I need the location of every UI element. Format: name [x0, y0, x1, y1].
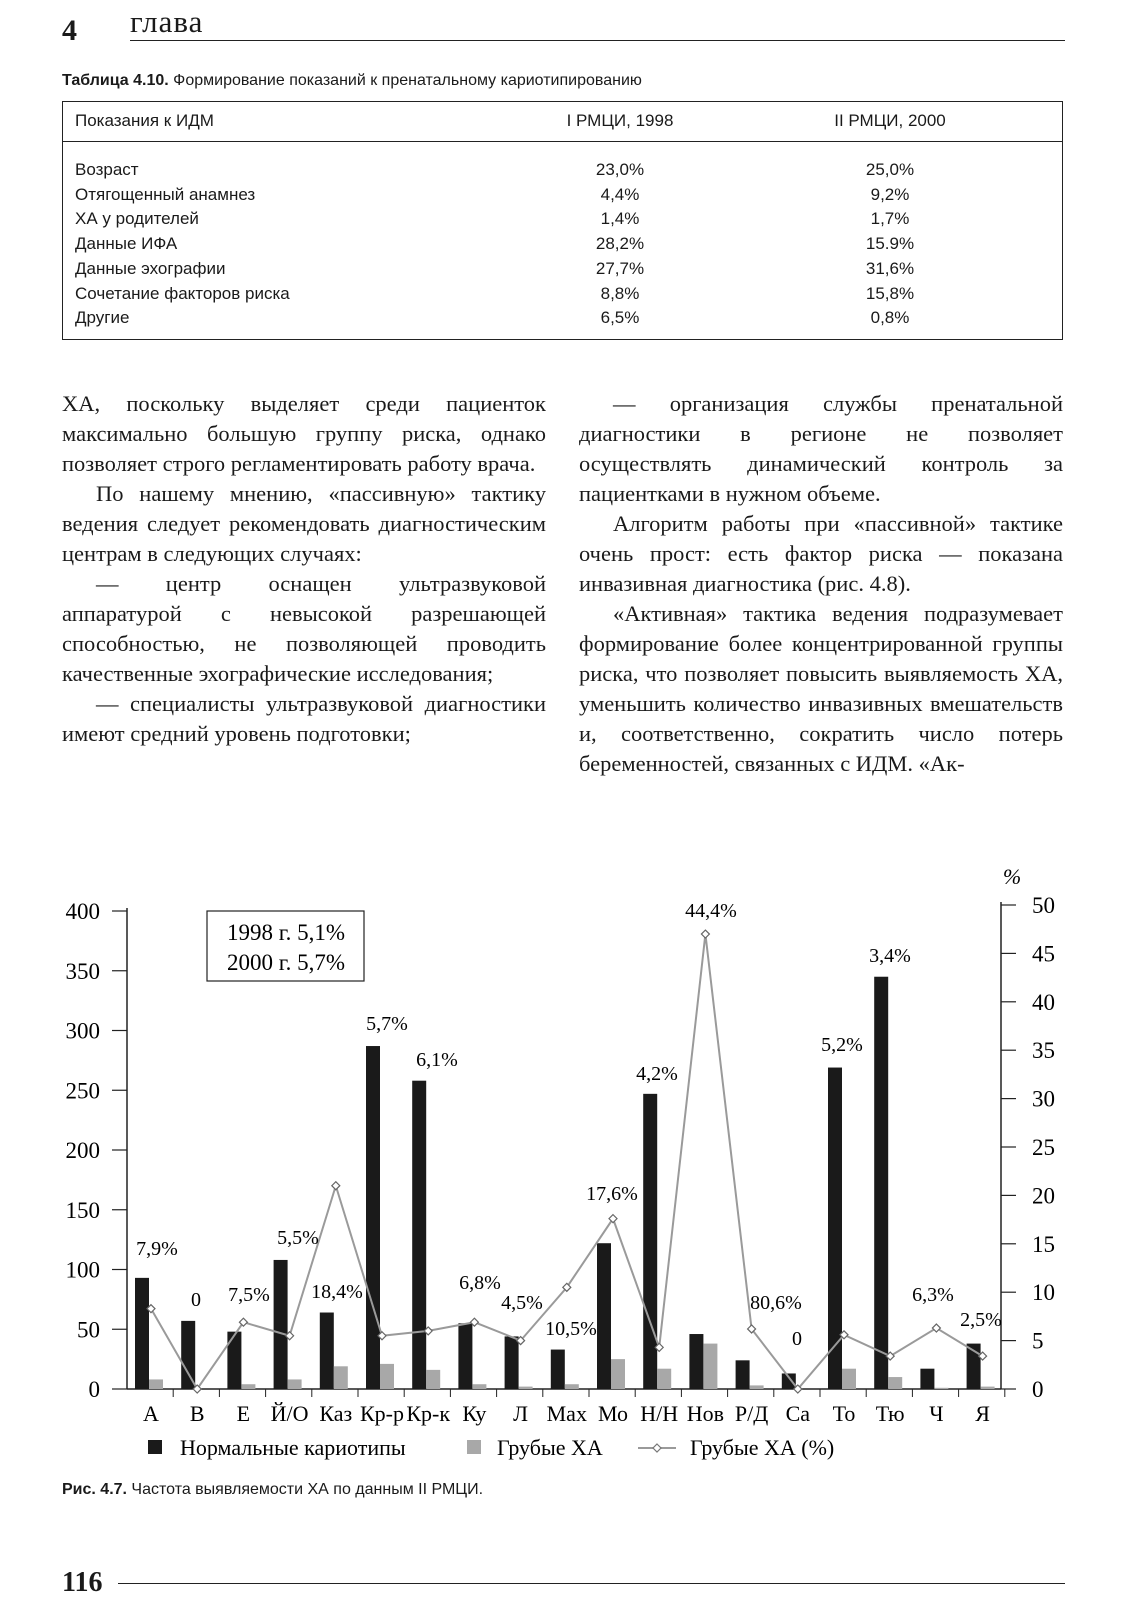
- table-cell-1998: 4,4%: [600, 184, 640, 204]
- text-column-left: [62, 389, 546, 749]
- bar-gross-ca: [703, 1344, 717, 1389]
- category-label: Н/Н: [640, 1401, 679, 1426]
- bar-gross-ca: [981, 1387, 995, 1389]
- legend-marker-percent: [653, 1444, 661, 1452]
- right-tick-label: 25: [1032, 1135, 1055, 1160]
- right-tick-label: 35: [1032, 1038, 1055, 1064]
- bar-gross-ca: [519, 1387, 533, 1389]
- table-header-2000: II РМЦИ, 2000: [834, 111, 946, 130]
- category-label: Ч: [929, 1401, 944, 1426]
- category-label: Ку: [462, 1401, 487, 1426]
- percent-point: [332, 1182, 340, 1190]
- table-caption-label: Таблица 4.10.: [62, 72, 169, 89]
- bar-normal-karyotypes: [643, 1094, 657, 1389]
- table-cell-1998: 27,7%: [595, 258, 645, 278]
- category-label: Р/Д: [734, 1401, 769, 1426]
- left-tick-label: 200: [65, 1138, 100, 1163]
- bar-gross-ca: [334, 1366, 348, 1389]
- point-label: 5,7%: [366, 1013, 408, 1035]
- bar-normal-karyotypes: [181, 1321, 195, 1389]
- category-label: А: [143, 1401, 159, 1426]
- right-tick-label: 50: [1032, 893, 1055, 918]
- table-cell-indication: Сочетание факторов риска: [75, 283, 290, 303]
- point-label: 17,6%: [586, 1183, 638, 1205]
- point-label: 5,5%: [277, 1227, 319, 1249]
- bar-gross-ca: [657, 1369, 671, 1389]
- bar-normal-karyotypes: [227, 1332, 241, 1389]
- left-tick-label: 150: [65, 1197, 100, 1223]
- text-column-right: [579, 389, 1063, 779]
- header-rule: [130, 40, 1065, 41]
- paragraph: Алгоритм работы при «пассивной» тактике очень прост: есть фактор риска — показана инвазивная диагностика (рис. 4.8).: [579, 511, 1063, 596]
- paragraph: «Активная» тактика ведения подразумевает формирование более концентрированной группы риска, что позволяет повысить выявляемость ХА, уменьшить количество инвазивных вмешательств и, соответственно, сократить число потерь беременностей, связанных с ИДМ. «Ак-: [579, 601, 1063, 776]
- table-cell-2000: 9,2%: [870, 184, 910, 204]
- chart-legend: [148, 1435, 834, 1460]
- table-cell-2000: 0,8%: [870, 308, 910, 328]
- bar-gross-ca: [611, 1359, 625, 1389]
- figure-caption-text: Частота выявляемости ХА по данным II РМЦИ.: [126, 1481, 484, 1498]
- bar-gross-ca: [149, 1379, 163, 1389]
- point-label: 7,9%: [136, 1238, 178, 1260]
- chart-category-labels: [143, 1401, 990, 1426]
- paragraph: — специалисты ультразвуковой диагностики имеют средний уровень подготовки;: [62, 691, 546, 746]
- table-cell-1998: 23,0%: [595, 160, 645, 179]
- point-label: 3,4%: [869, 945, 911, 967]
- bar-gross-ca: [750, 1385, 764, 1389]
- bar-gross-ca: [934, 1388, 948, 1389]
- point-label: 10,5%: [545, 1318, 597, 1340]
- left-tick-label: 400: [65, 899, 100, 924]
- bar-normal-karyotypes: [458, 1323, 472, 1389]
- table-header-indications: Показания к ИДМ: [75, 111, 214, 130]
- table-cell-indication: Данные эхографии: [75, 258, 226, 278]
- paragraph: По нашему мнению, «пассивную» тактику ведения следует рекомендовать диагностическим центрам в следующих случаях:: [62, 481, 546, 566]
- right-tick-label: 10: [1032, 1280, 1055, 1306]
- bar-normal-karyotypes: [920, 1369, 934, 1389]
- bar-gross-ca: [565, 1384, 579, 1389]
- bar-gross-ca: [426, 1370, 440, 1389]
- right-tick-label: 20: [1032, 1183, 1055, 1209]
- right-axis-ticks: [1001, 893, 1055, 1402]
- table-cell-indication: Возраст: [75, 160, 139, 179]
- inset-line-2000: 2000 г. 5,7%: [227, 950, 345, 975]
- chapter-number: 4: [62, 14, 77, 47]
- table-cell-indication: Другие: [75, 308, 130, 328]
- table-cell-1998: 28,2%: [595, 234, 645, 254]
- category-label: Тю: [875, 1401, 905, 1426]
- bar-gross-ca: [288, 1379, 302, 1389]
- table-cell-2000: 31,6%: [865, 258, 915, 278]
- chapter-word: глава: [130, 4, 204, 39]
- bar-normal-karyotypes: [366, 1046, 380, 1389]
- right-tick-label: 0: [1032, 1377, 1044, 1402]
- right-tick-label: 40: [1032, 989, 1055, 1015]
- right-tick-label: 5: [1032, 1328, 1044, 1354]
- category-label: Л: [513, 1401, 529, 1426]
- page-number: 116: [62, 1567, 103, 1598]
- table-cell-indication: Отягощенный анамнез: [75, 184, 256, 204]
- left-tick-label: 350: [65, 958, 100, 984]
- point-label: 5,2%: [821, 1034, 863, 1056]
- legend-swatch-gross: [467, 1440, 481, 1454]
- bar-gross-ca: [241, 1384, 255, 1389]
- point-label: 6,8%: [459, 1272, 501, 1294]
- paragraph: — центр оснащен ультразвуковой аппаратурой с невысокой разрешающей способностью, не позволяющей проводить качественные эхографические исследования;: [62, 571, 546, 686]
- table-cell-1998: 1,4%: [600, 209, 640, 229]
- figure-caption-label: Рис. 4.7.: [62, 1481, 127, 1498]
- karyotype-chart: [0, 858, 1131, 1473]
- category-label: Й/О: [270, 1401, 309, 1426]
- footer-rule: [118, 1583, 1065, 1584]
- table-cell-2000: 15.9%: [865, 234, 915, 254]
- category-label: То: [832, 1401, 856, 1426]
- right-tick-label: 15: [1032, 1231, 1055, 1257]
- bar-gross-ca: [472, 1384, 486, 1389]
- point-label: 4,2%: [636, 1063, 678, 1085]
- point-label: 7,5%: [228, 1284, 270, 1306]
- category-label: Я: [975, 1401, 990, 1426]
- table-header-1998: I РМЦИ, 1998: [566, 111, 674, 130]
- bar-gross-ca: [842, 1369, 856, 1389]
- point-label: 18,4%: [311, 1281, 363, 1303]
- point-label: 2,5%: [960, 1309, 1002, 1331]
- table-cell-1998: 6,5%: [600, 308, 640, 328]
- point-label: 4,5%: [501, 1292, 543, 1314]
- bar-gross-ca: [380, 1364, 394, 1389]
- left-axis-ticks: [66, 899, 128, 1402]
- table-cell-2000: 25,0%: [865, 160, 915, 179]
- left-tick-label: 50: [77, 1317, 100, 1343]
- bar-normal-karyotypes: [736, 1360, 750, 1389]
- table-cell-2000: 1,7%: [870, 209, 910, 229]
- point-label: 6,1%: [416, 1049, 458, 1071]
- table-caption: [62, 72, 642, 90]
- table-caption-text: Формирование показаний к пренатальному кариотипированию: [168, 72, 642, 89]
- inset-line-1998: 1998 г. 5,1%: [227, 920, 345, 945]
- table-cell-indication: ХА у родителей: [75, 209, 199, 229]
- figure-caption: [62, 1481, 483, 1499]
- bar-normal-karyotypes: [320, 1313, 334, 1389]
- category-label: Е: [236, 1401, 251, 1426]
- table-header-rule: [62, 141, 1063, 142]
- table-cell-1998: 8,8%: [600, 283, 640, 303]
- bar-normal-karyotypes: [689, 1334, 703, 1389]
- point-label: 0: [792, 1328, 802, 1350]
- bar-normal-karyotypes: [274, 1260, 288, 1389]
- bar-normal-karyotypes: [135, 1278, 149, 1389]
- right-tick-label: 45: [1032, 941, 1055, 967]
- category-label: Каз: [319, 1401, 353, 1426]
- paragraph: ХА, поскольку выделяет среди пациенток максимально большую группу риска, однако позволяет строго регламентировать работу врача.: [62, 391, 546, 476]
- category-label: В: [189, 1401, 205, 1426]
- left-tick-label: 100: [65, 1257, 100, 1283]
- legend-label-gross: Грубые ХА: [497, 1435, 603, 1460]
- legend-label-normal: Нормальные кариотипы: [180, 1435, 406, 1460]
- point-label: 0: [191, 1289, 201, 1311]
- bar-normal-karyotypes: [874, 977, 888, 1389]
- category-label: Кр-р: [360, 1401, 404, 1426]
- point-label: 80,6%: [750, 1292, 802, 1314]
- bar-normal-karyotypes: [412, 1081, 426, 1389]
- percent-point: [701, 930, 709, 938]
- left-tick-label: 0: [88, 1377, 100, 1402]
- category-label: Мах: [546, 1401, 587, 1426]
- category-label: Са: [785, 1401, 811, 1426]
- chart-inset-box: [207, 911, 364, 981]
- category-label: Мо: [597, 1401, 629, 1426]
- point-label: 6,3%: [912, 1284, 954, 1306]
- right-axis-label: %: [1002, 864, 1022, 889]
- bar-normal-karyotypes: [551, 1350, 565, 1389]
- bar-normal-karyotypes: [597, 1243, 611, 1389]
- category-label: Нов: [686, 1401, 725, 1426]
- left-tick-label: 250: [65, 1078, 100, 1104]
- table-cell-indication: Данные ИФА: [75, 234, 178, 254]
- table-cell-2000: 15,8%: [865, 283, 915, 303]
- paragraph: — организация службы пренатальной диагностики в регионе не позволяет осуществлять динамический контроль за пациентками в нужном объеме.: [579, 391, 1063, 506]
- bar-normal-karyotypes: [505, 1336, 519, 1389]
- point-label: 44,4%: [685, 900, 737, 922]
- right-tick-label: 30: [1032, 1086, 1055, 1112]
- legend-label-percent: Грубые ХА (%): [690, 1435, 835, 1460]
- legend-swatch-normal: [148, 1440, 162, 1454]
- left-tick-label: 300: [65, 1018, 100, 1044]
- bar-gross-ca: [888, 1377, 902, 1389]
- category-label: Кр-к: [406, 1401, 451, 1426]
